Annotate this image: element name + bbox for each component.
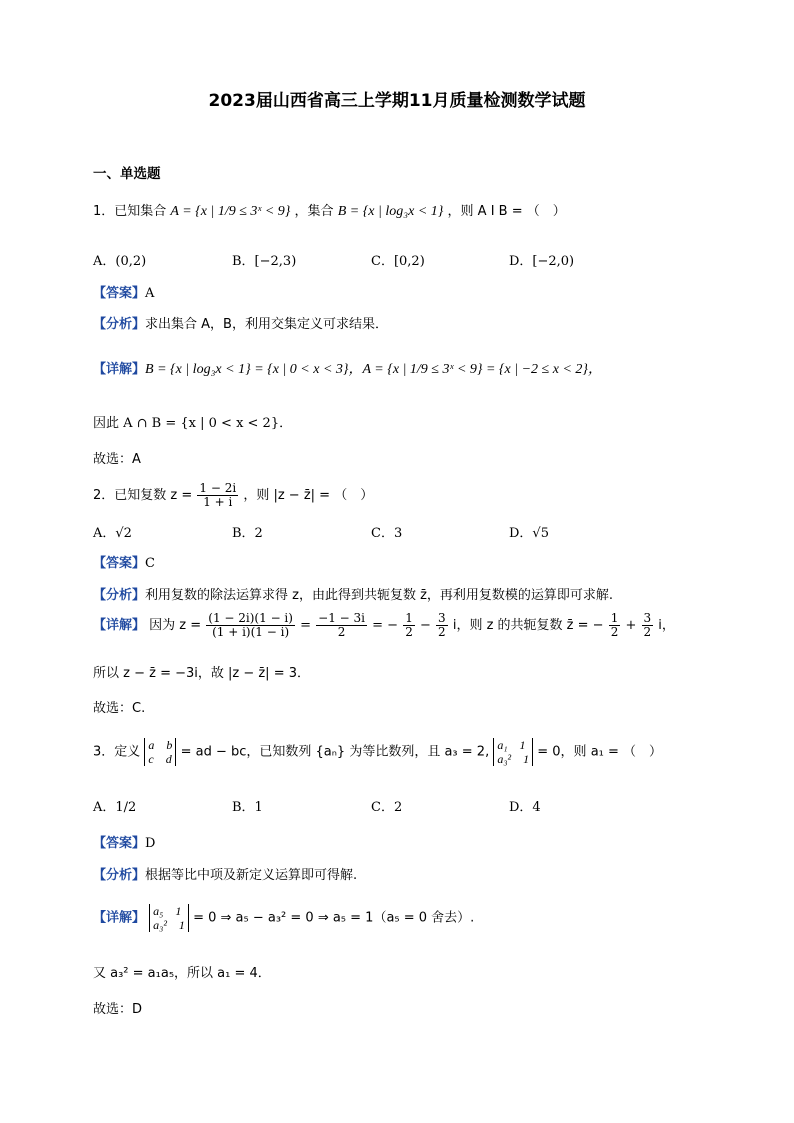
q2-detail-lead: 因为 z = — [149, 618, 202, 633]
detail-label: 【详解】 — [93, 362, 146, 377]
q3-option-b: B．1 — [232, 800, 263, 815]
q3-ask: = 0，则 a₁ = （ ） — [537, 744, 663, 760]
answer-label: 【答案】 — [93, 286, 146, 301]
q2-detail-h8: 2 — [643, 625, 652, 639]
q2-detail-plus: + — [625, 618, 637, 633]
q1-analysis-text: 求出集合 A，B，利用交集定义可求结果． — [145, 317, 388, 332]
answer-label: 【答案】 — [93, 836, 146, 851]
q2-detail-frac-1 — [206, 612, 295, 639]
q2-detail-2: 所以 z − z̄ = −3i，故 |z − z̄| = 3． — [93, 666, 310, 681]
q3-detail-2: 又 a₃² = a₁a₅，所以 a₁ = 4． — [93, 966, 271, 981]
q3-answer — [93, 832, 155, 851]
q2-detail-h1: 1 — [405, 611, 413, 625]
q2-detail-frac-3 — [403, 612, 415, 639]
detail-label: 【详解】 — [93, 618, 146, 633]
q3-definition: = ad − bc，已知数列 {aₙ} 为等比数列，且 a₃ = 2, — [180, 744, 490, 760]
q3-detail-text: = 0 ⇒ a₅ − a₃² = 0 ⇒ a₅ = 1（a₅ = 0 舍去）. — [193, 910, 475, 926]
question-2 — [93, 482, 373, 509]
q3-det2-row2: a₃² 1 — [497, 752, 530, 766]
q2-detail-minus: − — [420, 618, 431, 633]
question-1 — [93, 200, 566, 220]
q1-detail-2: 因此 A ∩ B = {x | 0 < x < 2}． — [93, 416, 293, 431]
q3-determinant-def — [144, 738, 176, 766]
q2-detail-frac-5 — [609, 612, 621, 639]
q2-frac-numerator: 1 − 2i — [199, 481, 237, 495]
analysis-label: 【分析】 — [93, 317, 146, 332]
question-3 — [93, 738, 662, 766]
q2-frac-denominator: 1 + i — [203, 495, 233, 509]
q2-option-a: A．√2 — [93, 526, 132, 541]
q2-detail-frac-4 — [436, 612, 448, 639]
q1-analysis — [93, 313, 388, 332]
q2-detail-h5: 1 — [610, 611, 619, 625]
q2-choose: 故选：C. — [93, 701, 146, 716]
q2-detail-eq: = — [300, 618, 312, 633]
q1-detail-text: B = {x | log₃x < 1} = {x | 0 < x < 3}，A = {x | 1/9 ≤ 3ˣ < 9} = {x | −2 ≤ x < 2}， — [145, 362, 602, 377]
q1-prefix: 1．已知集合 — [93, 204, 167, 219]
q1-answer — [93, 282, 154, 301]
q2-detail — [93, 612, 675, 639]
q1-answer-value: A — [145, 286, 155, 301]
q2-detail-h6: 2 — [610, 625, 619, 639]
q1-option-b: B．[−2,3) — [232, 254, 297, 269]
q2-detail-end: i， — [658, 618, 675, 633]
q1-option-c: C．[0,2) — [371, 254, 425, 269]
q2-detail-f1-den: (1 + i)(1 − i) — [212, 625, 290, 639]
answer-label: 【答案】 — [93, 556, 146, 571]
q2-detail-eq2: = − — [372, 618, 399, 633]
q3-det3-row1: a₅ 1 — [153, 904, 182, 918]
page-title: 2023届山西省高三上学期11月质量检测数学试题 — [208, 91, 586, 111]
q1-set-a: A = {x | 1/9 ≤ 3ˣ < 9} — [170, 204, 291, 219]
q2-ask: ，则 |z − z̄| = （ ） — [243, 488, 374, 503]
q2-analysis — [93, 584, 613, 603]
q2-detail-h4: 2 — [438, 625, 446, 639]
q1-choose: 故选：A — [93, 452, 141, 467]
q2-detail-f1-num: (1 − 2i)(1 − i) — [208, 611, 293, 625]
q3-det1-row1: a b — [148, 738, 173, 752]
q1-detail — [93, 358, 602, 378]
q2-detail-h3: 3 — [438, 611, 446, 625]
q3-answer-value: D — [145, 836, 156, 851]
q2-option-c: C．3 — [371, 526, 403, 541]
q2-detail-f2-den: 2 — [337, 625, 346, 639]
q1-ask: ，则 A I B = （ ） — [447, 204, 566, 219]
q3-analysis-text: 根据等比中项及新定义运算即可得解. — [145, 868, 358, 883]
q2-answer-value: C — [145, 556, 155, 571]
q3-analysis — [93, 864, 357, 883]
q2-detail-frac-2 — [316, 612, 367, 639]
q3-option-a: A．1/2 — [93, 800, 137, 815]
detail-label: 【详解】 — [93, 910, 146, 926]
analysis-label: 【分析】 — [93, 588, 146, 603]
q2-fraction — [197, 482, 238, 509]
q3-choose: 故选：D — [93, 1002, 143, 1017]
section-heading: 一、单选题 — [93, 166, 161, 182]
q3-prefix: 3．定义 — [93, 744, 141, 760]
q3-det1-row2: c d — [148, 752, 172, 766]
q1-set-b: B = {x | log₃x < 1} — [337, 204, 444, 219]
q1-mid: ，集合 — [294, 204, 334, 219]
q2-detail-h2: 2 — [405, 625, 413, 639]
q3-determinant-given — [493, 738, 533, 766]
q3-detail — [93, 904, 474, 932]
q2-detail-f2-num: −1 − 3i — [318, 611, 366, 625]
q2-detail-frac-6 — [642, 612, 654, 639]
q3-option-c: C．2 — [371, 800, 403, 815]
q3-det2-row1: a₁ 1 — [497, 738, 526, 752]
q2-detail-conj: i，则 z 的共轭复数 z̄ = − — [452, 618, 604, 633]
q2-prefix: 2．已知复数 z = — [93, 488, 193, 503]
analysis-label: 【分析】 — [93, 868, 146, 883]
q2-answer — [93, 552, 155, 571]
q3-option-d: D．4 — [509, 800, 541, 815]
q2-option-d: D．√5 — [509, 526, 549, 541]
q1-option-a: A．(0,2) — [93, 254, 147, 269]
q1-option-d: D．[−2,0) — [509, 254, 575, 269]
q2-detail-h7: 3 — [643, 611, 652, 625]
q3-det3-row2: a₃² 1 — [153, 918, 185, 932]
q3-determinant-detail — [149, 904, 189, 932]
q2-analysis-text: 利用复数的除法运算求得 z，由此得到共轭复数 z̄，再利用复数模的运算即可求解. — [145, 588, 614, 603]
q2-option-b: B．2 — [232, 526, 263, 541]
